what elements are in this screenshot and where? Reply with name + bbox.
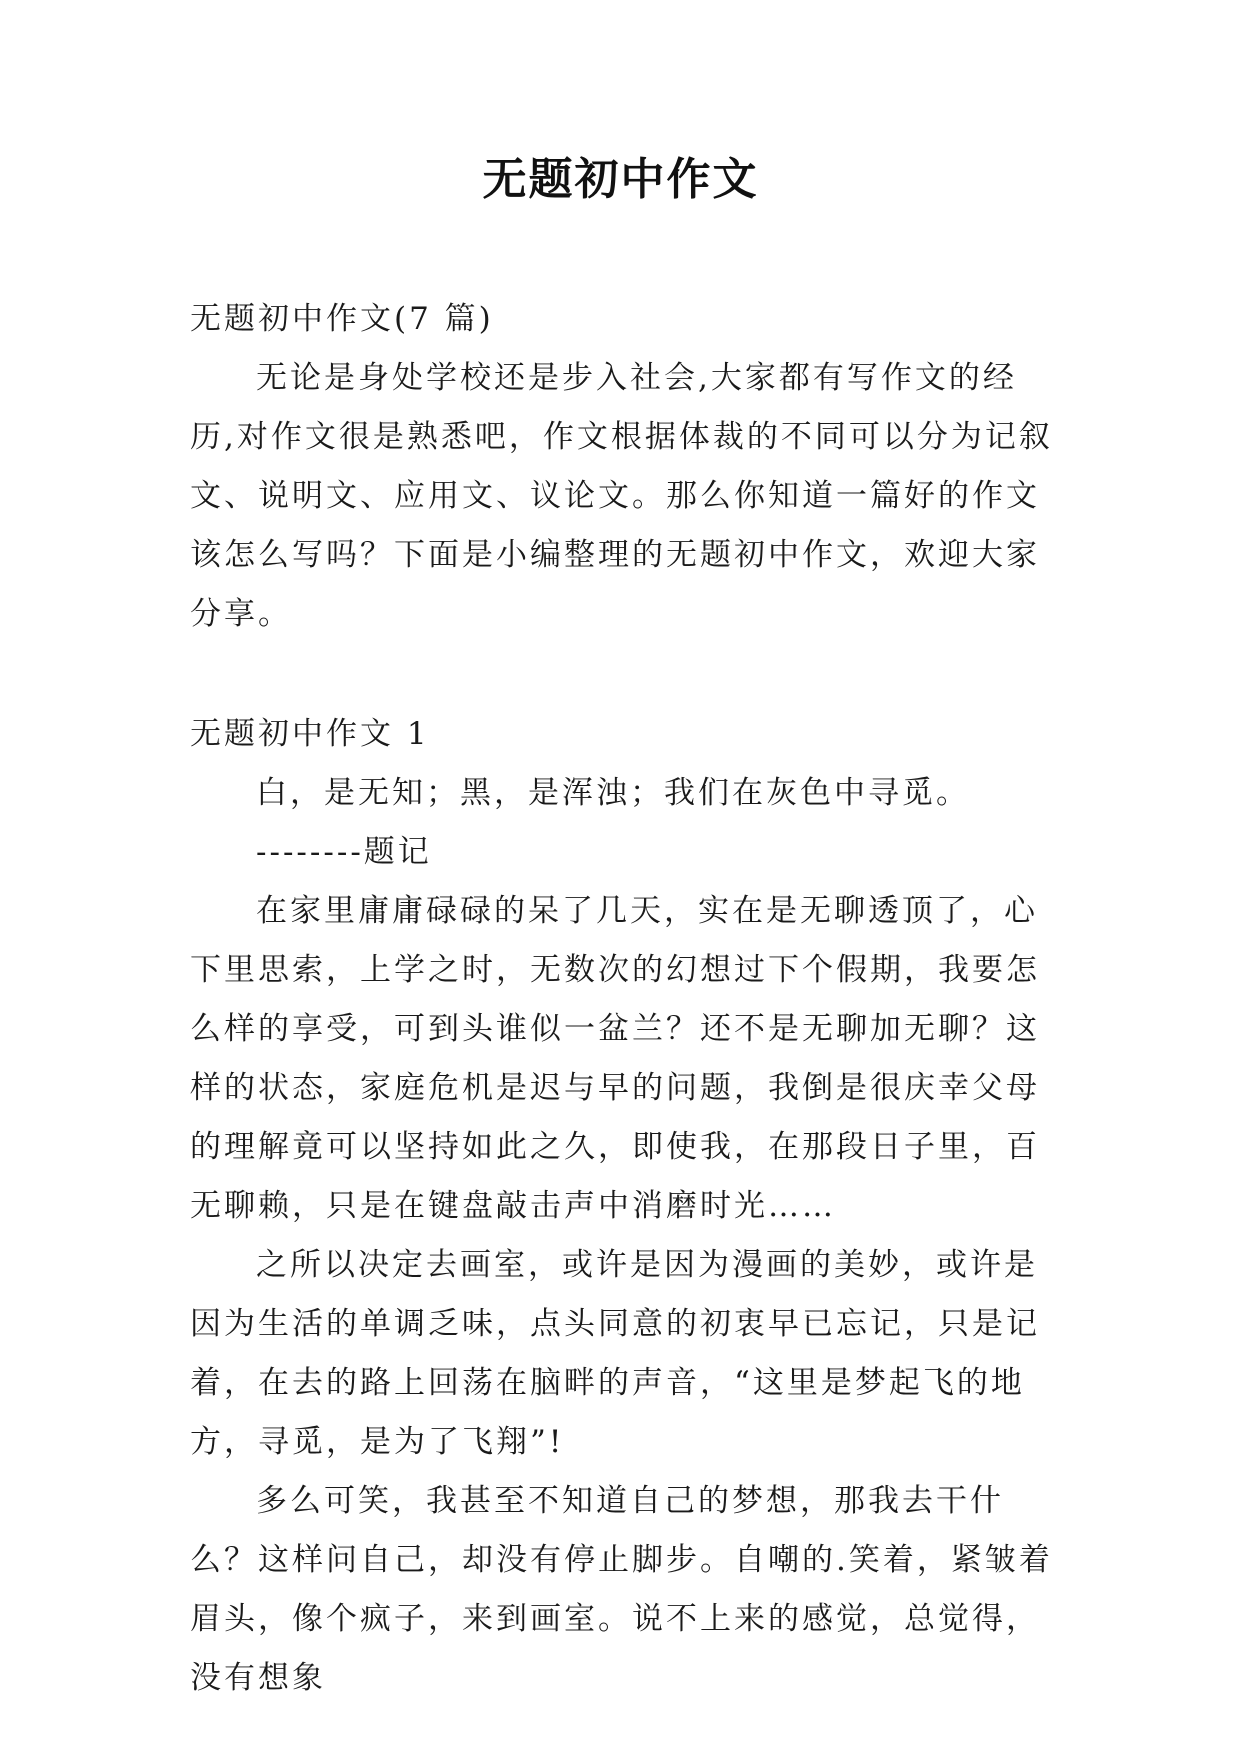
section-heading: 无题初中作文 1 — [190, 716, 430, 752]
document-subtitle: 无题初中作文(7 篇) — [190, 301, 494, 337]
section-spacer — [190, 644, 1060, 705]
document-body — [190, 290, 1060, 1708]
epigraph: 白，是无知；黑，是浑浊；我们在灰色中寻觅。 — [256, 775, 970, 811]
body-paragraph: 在家里庸庸碌碌的呆了几天，实在是无聊透顶了，心下里思索，上学之时，无数次的幻想过下个假期，我要怎么样的享受，可到头谁似一盆兰？还不是无聊加无聊？这样的状态，家庭危机是迟与早的问题，我倒是很庆幸父母的理解竟可以坚持如此之久，即使我，在那段日子里，百无聊赖，只是在键盘敲击声中消磨时光…… — [190, 893, 1040, 1224]
body-paragraph: 多么可笑，我甚至不知道自己的梦想，那我去干什么？这样问自己，却没有停止脚步。自嘲的.笑着，紧皱着眉头，像个疯子，来到画室。说不上来的感觉，总觉得，没有想象 — [190, 1483, 1053, 1696]
body-paragraph: 之所以决定去画室，或许是因为漫画的美妙，或许是因为生活的单调乏味，点头同意的初衷早已忘记，只是记着，在去的路上回荡在脑畔的声音，“这里是梦起飞的地方，寻觅，是为了飞翔”! — [190, 1247, 1040, 1460]
intro-paragraph: 无论是身处学校还是步入社会,大家都有写作文的经历,对作文很是熟悉吧，作文根据体裁的不同可以分为记叙文、说明文、应用文、议论文。那么你知道一篇好的作文该怎么写吗？下面是小编整理的无题初中作文，欢迎大家分享。 — [190, 360, 1053, 632]
epigraph-note: --------题记 — [256, 834, 432, 870]
document-title: 无题初中作文 — [482, 154, 759, 205]
